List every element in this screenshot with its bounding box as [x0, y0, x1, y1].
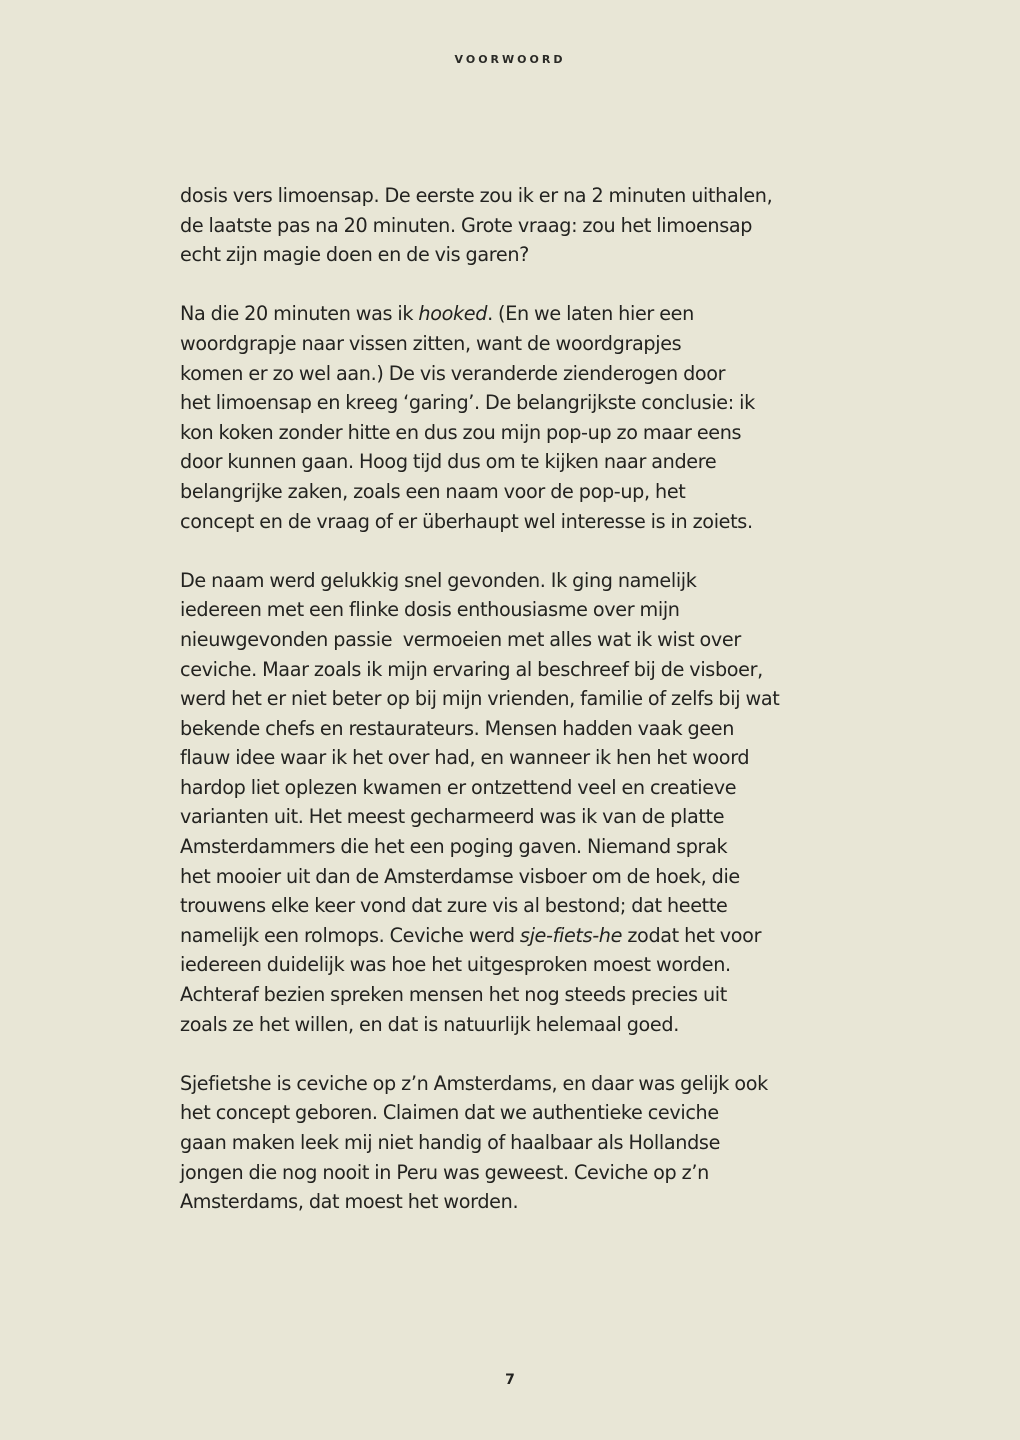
- text-line: iedereen met een flinke dosis enthousiasme over mijn: [180, 598, 680, 622]
- text-line: het concept geboren. Claimen dat we authentieke ceviche: [180, 1101, 719, 1125]
- italic-term: hooked: [418, 302, 488, 326]
- text-line: de laatste pas na 20 minuten. Grote vraag: zou het limoensap: [180, 213, 753, 237]
- text-line: belangrijke zaken, zoals een naam voor de pop-up, het: [180, 479, 686, 503]
- body-text: [180, 181, 850, 1246]
- page-number: 7: [505, 1372, 515, 1388]
- italic-term: sje-fiets-he: [519, 923, 623, 947]
- text-line: kon koken zonder hitte en dus zou mijn pop-up zo maar eens: [180, 420, 742, 444]
- text-line: trouwens elke keer vond dat zure vis al bestond; dat heette: [180, 894, 728, 918]
- text-line: De naam werd gelukkig snel gevonden. Ik ging namelijk: [180, 568, 697, 592]
- text-line: bekende chefs en restaurateurs. Mensen hadden vaak geen: [180, 716, 735, 740]
- text-line: Sjefietshe is ceviche op z’n Amsterdams, en daar was gelijk ook: [180, 1071, 768, 1095]
- text-line: Achteraf bezien spreken mensen het nog steeds precies uit: [180, 983, 727, 1007]
- text-line: hardop liet oplezen kwamen er ontzettend veel en creatieve: [180, 775, 737, 799]
- text-line: ceviche. Maar zoals ik mijn ervaring al beschreef bij de visboer,: [180, 657, 763, 681]
- paragraph-4: [180, 1069, 850, 1217]
- text-line: het limoensap en kreeg ‘garing’. De belangrijkste conclusie: ik: [180, 391, 755, 415]
- text-line: [180, 921, 850, 951]
- text-run: zodat het voor: [622, 923, 762, 947]
- text-line: het mooier uit dan de Amsterdamse visboer om de hoek, die: [180, 864, 740, 888]
- text-line: werd het er niet beter op bij mijn vrienden, familie of zelfs bij wat: [180, 687, 780, 711]
- text-line: [180, 299, 850, 329]
- text-line: zoals ze het willen, en dat is natuurlijk helemaal goed.: [180, 1012, 679, 1036]
- text-run: . (En we laten hier een: [487, 302, 694, 326]
- text-line: door kunnen gaan. Hoog tijd dus om te kijken naar andere: [180, 450, 717, 474]
- text-line: varianten uit. Het meest gecharmeerd was ik van de platte: [180, 805, 725, 829]
- text-line: nieuwgevonden passie vermoeien met alles wat ik wist over: [180, 627, 741, 651]
- text-line: iedereen duidelijk was hoe het uitgesproken moest worden.: [180, 953, 731, 977]
- text-run: namelijk een rolmops. Ceviche werd: [180, 923, 520, 947]
- paragraph-1: [180, 181, 850, 270]
- text-line: flauw idee waar ik het over had, en wanneer ik hen het woord: [180, 746, 750, 770]
- running-header: VOORWOORD: [454, 53, 566, 66]
- text-line: Amsterdammers die het een poging gaven. Niemand sprak: [180, 835, 728, 859]
- text-line: echt zijn magie doen en de vis garen?: [180, 243, 530, 267]
- text-line: concept en de vraag of er überhaupt wel interesse is in zoiets.: [180, 509, 753, 533]
- paragraph-3: [180, 566, 850, 1040]
- text-line: jongen die nog nooit in Peru was geweest. Ceviche op z’n: [180, 1160, 709, 1184]
- text-line: woordgrapje naar vissen zitten, want de woordgrapjes: [180, 331, 682, 355]
- text-line: gaan maken leek mij niet handig of haalbaar als Hollandse: [180, 1131, 721, 1154]
- paragraph-2: [180, 299, 850, 536]
- text-line: Amsterdams, dat moest het worden.: [180, 1190, 519, 1214]
- text-run: Na die 20 minuten was ik: [180, 302, 419, 326]
- text-line: komen er zo wel aan.) De vis veranderde zienderogen door: [180, 361, 726, 385]
- text-line: dosis vers limoensap. De eerste zou ik er na 2 minuten uithalen,: [180, 184, 773, 207]
